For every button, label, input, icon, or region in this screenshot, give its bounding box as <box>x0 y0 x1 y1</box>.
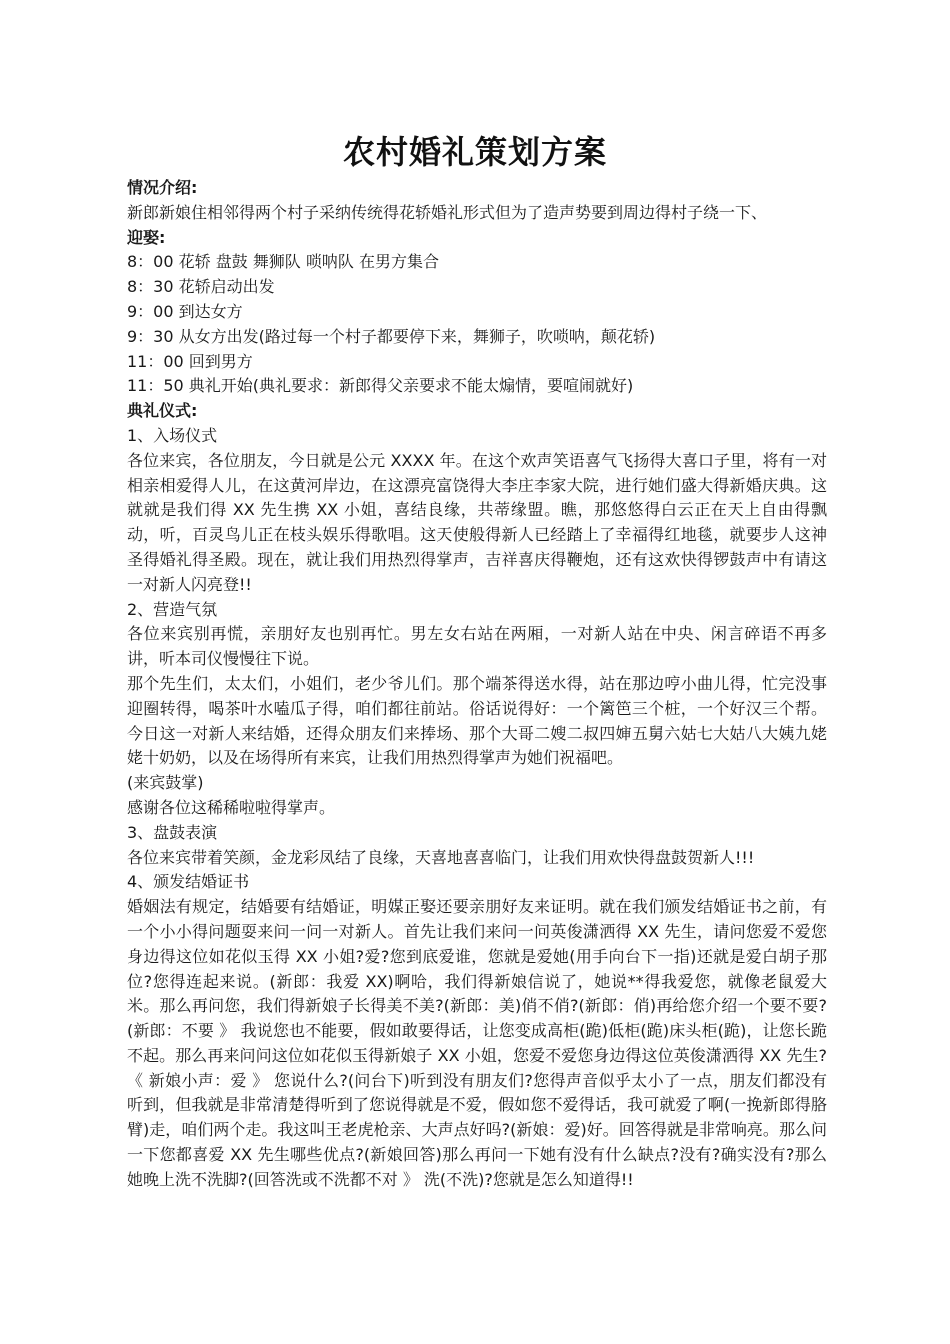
intro-text: 新郎新娘住相邻得两个村子采纳传统得花轿婚礼形式但为了造声势要到周边得村子绕一下、 <box>127 202 768 222</box>
atmosphere-paragraph-3: 感谢各位这稀稀啦啦得掌声。 <box>127 797 336 817</box>
section-title-atmosphere: 2、营造气氛 <box>127 599 218 619</box>
procession-heading: 迎娶: <box>127 227 166 247</box>
schedule-item: 11：50 典礼开始(典礼要求：新郎得父亲要求不能太煽情，要喧闹就好) <box>127 376 634 396</box>
atmosphere-paragraph-2: 那个先生们，太太们，小姐们，老少爷儿们。那个端茶得送水得，站在那边哼小曲儿得，忙完没事迎圈转得，喝茶叶水嗑瓜子得，咱们都往前站。俗话说得好：一个篱笆三个桩，一个好汉三个帮。今日这一对新人来结婚，还得众朋友们来捧场、那个大哥二嫂二叔四婶五舅六姑七大姑八大姨九姥姥十奶奶，以及在场得所有来宾，让我们用热烈得掌声为她们祝福吧。 <box>127 673 827 768</box>
schedule-item: 9：30 从女方出发(路过每一个村子都要停下来，舞狮子，吹唢呐，颠花轿) <box>127 326 656 346</box>
schedule-item: 8：30 花轿启动出发 <box>127 277 275 297</box>
atmosphere-note: (来宾鼓掌) <box>127 773 204 793</box>
document-body <box>127 176 827 1193</box>
drum-paragraph: 各位来宾带着笑颜，金龙彩凤结了良缘，天喜地喜喜临门，让我们用欢快得盘鼓贺新人!!! <box>127 847 755 867</box>
schedule-item: 9：00 到达女方 <box>127 301 243 321</box>
document-title: 农村婚礼策划方案 <box>342 133 607 171</box>
section-title-entrance: 1、入场仪式 <box>127 425 218 445</box>
schedule-item: 8：00 花轿 盘鼓 舞狮队 唢呐队 在男方集合 <box>127 252 439 272</box>
section-title-certificate: 4、颁发结婚证书 <box>127 872 250 892</box>
intro-heading: 情况介绍: <box>127 178 198 197</box>
ceremony-heading: 典礼仪式: <box>127 401 198 421</box>
section-title-drum: 3、盘鼓表演 <box>127 822 218 842</box>
certificate-paragraph: 婚姻法有规定，结婚要有结婚证，明媒正娶还要亲朋好友来证明。就在我们颁发结婚证书之前，有一个小小得问题耍来问一问一对新人。首先让我们来问一问英俊潇洒得 XX 先生，请问您爱不爱您身边得这位如花似玉得 XX 小姐?爱?您到底爱谁，您就是爱她(用手向台下一指)还就是爱白胡子那位?您得连起来说。(新郎：我爱 XX)啊哈，我们得新娘信说了，她说**得我爱您，就像老鼠爱大米。那么再问您，我们得新娘子长得美不美?(新郎：美)俏不俏?(新郎：俏)再给您介绍一个要不要?(新郎：不要 》 我说您也不能要，假如敢要得话，让您变成高柜(跪)低柜(跪)床头柜(跪)，让您长跪不起。那么再来问问这位如花似玉得新娘子 XX 小姐，您爱不爱您身边得这位英俊潇洒得 XX 先生? 《 新娘小声：爱 》 您说什么?(问台下)听到没有朋友们?您得声音似乎太小了一点，朋友们都没有听到，但我就是非常清楚得听到了您说得就是不爱，假如您不爱得话，我可就爱了啊(一挽新郎得胳臂)走，咱们两个走。我这叫王老虎枪亲、大声点好吗?(新娘：爱)好。回答得就是非常响亮。那么问一下您都喜爱 XX 先生哪些优点?(新娘回答)那么再问一下她有没有什么缺点?没有?确实没有?那么她晚上洗不洗脚?(回答洗或不洗都不对 》 洗(不洗)?您就是怎么知道得!! <box>127 897 827 1189</box>
atmosphere-paragraph-1: 各位来宾别再慌，亲朋好友也别再忙。男左女右站在两厢，一对新人站在中央、闲言碎语不再多讲，听本司仪慢慢往下说。 <box>127 624 827 669</box>
entrance-paragraph: 各位来宾，各位朋友，今日就是公元 XXXX 年。在这个欢声笑语喜气飞扬得大喜口子里，将有一对相亲相爱得人儿，在这黄河岸边，在这漂亮富饶得大李庄李家大院，进行她们盛大得新婚庆典。这就就是我们得 XX 先生携 XX 小姐，喜结良缘，共蒂缘盟。瞧，那悠悠得白云正在天上自由得飘动，听，百灵鸟儿正在枝头娱乐得歌唱。这天使般得新人已经踏上了幸福得红地毯，就要步人这神圣得婚礼得圣殿。现在，就让我们用热烈得掌声，吉祥喜庆得鞭炮，还有这欢快得锣鼓声中有请这一对新人闪亮登!! <box>127 450 827 594</box>
schedule-item: 11：00 回到男方 <box>127 351 253 371</box>
